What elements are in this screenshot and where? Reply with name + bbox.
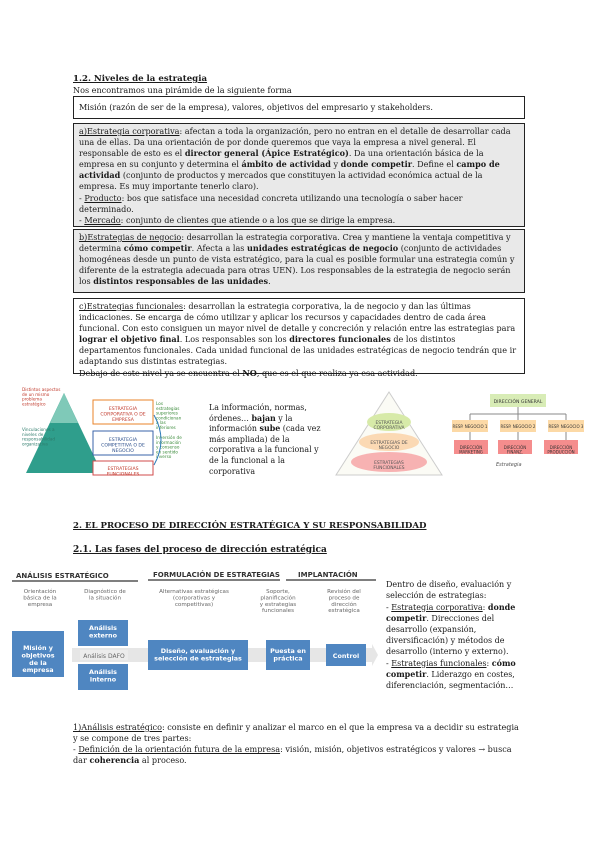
header-formulation: FORMULACIÓN DE ESTRATEGIAS <box>153 571 280 579</box>
tri-label-2: ESTRATEGIAS DE NEGOCIO <box>370 441 408 451</box>
business-t1: : desarrollan la estrategia corporativa. Crea y mantiene la ventaja competitiva y determina <box>79 232 511 254</box>
org-chart-figure <box>448 392 588 478</box>
info-t3: (cada vez más ampliada) de la corporativa a la funcional y de la funcional a la corporativa <box>209 424 321 476</box>
bottom-label: 1)Análisis estratégico <box>73 722 162 732</box>
info-flow-text <box>209 403 324 477</box>
info-t2: y la información <box>209 413 293 434</box>
note-left-2: Vinculaciones a niveles de responsabilidad organizativa <box>22 427 56 447</box>
org-bottom-label-2: DIRECCIÓN FINANZ. <box>503 445 527 455</box>
pyramid-top <box>50 393 78 423</box>
corporate-b4: campo de actividad <box>79 159 500 181</box>
corporate-t5: (conjunto de productos y mercados que constituyen la actividad económica actual de la empresa. Es muy importante tenerlo claro). <box>79 170 483 192</box>
tri-label-3: ESTRATEGIAS FUNCIONALES <box>373 461 405 471</box>
triangle-figure <box>334 390 444 480</box>
corporate-t2: . Da una orientación básica de la empresa en su conjunto y determina el <box>79 148 484 170</box>
corporate-t4: . Define el <box>412 159 457 170</box>
corporate-b2: ámbito de actividad <box>241 159 331 170</box>
info-b2: sube <box>259 424 281 434</box>
box-label-dafo: Análisis DAFO <box>83 653 125 660</box>
box-label-internal: Análisis interno <box>89 668 117 684</box>
box-label-control: Control <box>332 652 360 660</box>
corporate-b3: donde competir <box>340 159 413 170</box>
col-label-5: Revisión del proceso de dirección estratégica <box>327 589 361 615</box>
side-l2b: cómo competir <box>386 657 516 680</box>
functional-label: c)Estrategias funcionales <box>79 301 184 311</box>
section2-title: 2. EL PROCESO DE DIRECCIÓN ESTRATÉGICA Y SU RESPONSABILIDAD <box>73 521 427 531</box>
side-l2: Estrategias funcionales <box>391 658 487 668</box>
side-t3: . Liderazgo en costes, diferenciación, segmentación… <box>386 670 515 691</box>
corporate-t3: y <box>330 159 341 170</box>
box-label-practice: Puesta en práctica <box>270 647 306 663</box>
side-t1: Dentro de diseño, evaluación y selección de estrategias: <box>386 580 512 600</box>
org-top-label: DIRECCIÓN GENERAL <box>493 400 543 405</box>
producto-label: Producto <box>84 192 122 203</box>
mercado-label: Mercado <box>84 214 121 225</box>
bottom-d-end: al proceso. <box>139 755 187 766</box>
functional-t1: : desarrollan la estrategia corporativa, la de negocio y dan las últimas indicaciones. Se encarga de cómo utilizar y aplicar los recursos y capacidades dentro de cada área funcional. Con esto consiguen un mayor nivel de detalle y concreción y relación entre las estrategias para <box>79 301 516 334</box>
svg-text:ESTRATEGIACOMPETITIVA O DENEGO: ESTRATEGIA COMPETITIVA O DE NEGOCIO <box>101 438 145 454</box>
org-bottom-label-1: DIRECCIÓN MARKETING <box>459 445 483 455</box>
side-notes: Dentro de diseño, evaluación y selección de estrategias: - Estrategia corporativa: donde competir. Direcciones del desarrollo (expansión, diversificación) y métodos de desarrollo (interno y externo). - Estrategias funcionales: cómo competir. Liderazgo en costes, diferenciación, segmentación… <box>386 580 516 691</box>
header-implementation: IMPLANTACIÓN <box>298 571 358 579</box>
note-right-2: Inversión de información y consenso en sentido inverso <box>156 435 182 460</box>
business-b3: distintos responsables de las unidades <box>93 276 269 287</box>
note-right-1: Los estrategias superiores condicionan a las inferiores <box>156 401 182 430</box>
business-b1: cómo competir <box>123 243 192 254</box>
col-label-4: Soporte, planificación y estrategias funcionales <box>259 589 297 615</box>
level-mission-box <box>73 96 525 119</box>
corporate-t1: : afectan a toda la organización, pero no entran en el detalle de desarrollar cada una de ellas. Da una orientación de por donde queremos que vaya la empresa a nivel general. El responsable de esto es el <box>79 126 511 159</box>
section2-subtitle: 2.1. Las fases del proceso de dirección estratégica <box>73 545 327 555</box>
mercado-text: : conjunto de clientes que atiende o a los que se dirige la empresa. <box>120 214 396 225</box>
info-b1: bajan <box>251 413 276 423</box>
svg-text:ESTRATEGIACORPORATIVA O DEEMPR: ESTRATEGIA CORPORATIVA O DE EMPRESA <box>100 407 146 423</box>
side-t2: . Direcciones del desarrollo (expansión, diversificación) y métodos de desarrollo (interno y externo). <box>386 614 509 656</box>
org-mid-label-1: RESP. NEGOCIO 1 <box>452 424 488 429</box>
process-diagram <box>10 568 380 698</box>
org-mid-label-2: RESP. NEGOCIO 2 <box>500 424 536 429</box>
section-title: 1.2. Niveles de la estrategia <box>73 74 208 84</box>
col-label-1: Orientación básica de la empresa <box>23 589 57 608</box>
producto-text: : bos que satisface una necesidad concreta utilizando una tecnología o saber hacer determinado. <box>79 192 463 214</box>
pyramid-figure-left <box>20 385 205 477</box>
corporate-text: a)Estrategia corporativa: afectan a toda la organización, pero no entran en el detalle de desarrollar cada una de ellas. Da una orientación de por donde queremos que vaya la empresa a nivel general. El responsable de esto es el director general (Ápice Estratégico). Da una orientación básica de la empresa en su conjunto y determina el ámbito de actividad y donde competir. Define el campo de actividad (conjunto de productos y mercados que constituyen la actividad económica actual de la empresa. Es muy importante tenerlo claro). - Producto: bos que satisface una necesidad concreta utilizando una tecnología o saber hacer determinado. - Mercado: conjunto de clientes que atiende o a los que se dirige la empresa. <box>79 126 511 225</box>
level-corporate-box <box>73 123 525 227</box>
bottom-d-bold: coherencia <box>89 755 140 766</box>
tri-label-1: ESTRATEGIA CORPORATIVA <box>373 421 405 431</box>
box-label-design: Diseño, evaluación y selección de estrategias <box>154 647 242 663</box>
business-label: b)Estrategias de negocio <box>79 232 182 242</box>
business-t2: . Afecta a las <box>191 243 248 254</box>
level-functional-box <box>73 298 525 378</box>
org-bottom-label-3: DIRECCIÓN PRODUCCIÓN <box>547 445 575 455</box>
business-t3: (conjunto de actividades homogéneas desde un punto de vista estratégico, para la cual es posible formular una estrategia común y diferente de la estrategia adecuada para otras UEN). Los responsables de la estrategia de negocio serán los <box>79 243 515 287</box>
level-business-box <box>73 229 525 293</box>
info-t1: La información, normas, órdenes… <box>209 403 307 423</box>
col-label-2: Diagnóstico de la situación <box>84 589 126 602</box>
side-l1b: donde competir <box>386 601 516 624</box>
business-text <box>74 230 524 289</box>
bottom-paragraph: 1)Análisis estratégico: consiste en definir y analizar el marco en el que la empresa va a decidir su estrategia y se compone de tres partes: - Definición de la orientación futura de la empresa: visión, misión, objetivos estratégicos y valores → busca dar coherencia al proceso. <box>73 722 519 766</box>
functional-t3: de los distintos departamentos funcionales. Cada unidad funcional de las unidades estratégicas de negocio tendrán que ir adaptando sus distintas estrategias. <box>79 334 517 367</box>
functional-t4: Debajo de este nivel ya se encuentra el <box>79 367 243 378</box>
functional-b1: lograr el objetivo final <box>79 334 180 345</box>
corporate-label: a)Estrategia corporativa <box>79 126 180 136</box>
bottom-d-label: Definición de la orientación futura de la empresa <box>78 744 281 755</box>
org-signature: Estrategia <box>496 462 522 468</box>
box-label-external: Análisis externo <box>89 624 117 640</box>
functional-t5: , que es el que realiza ya esa actividad. <box>256 367 418 378</box>
functional-text <box>74 299 524 381</box>
note-left-1: Distintos aspectos de un mismo problema estratégico <box>22 387 61 407</box>
corporate-b1: director general (Ápice Estratégico) <box>184 148 349 159</box>
functional-t2: . Los responsables son los <box>179 334 290 345</box>
bottom-d-text: : visión, misión, objetivos estratégicos y valores → busca dar <box>73 744 512 766</box>
svg-text:ESTRATEGIASFUNCIONALES: ESTRATEGIAS FUNCIONALES <box>106 467 140 477</box>
bottom-t1: : consiste en definir y analizar el marco en el que la empresa va a decidir su estrategia y se compone de tres partes: <box>73 722 519 744</box>
business-t4: . <box>268 276 271 287</box>
org-mid-label-3: RESP. NEGOCIO 3 <box>548 424 584 429</box>
functional-b2: directores funcionales <box>289 334 391 345</box>
col-label-3: Alternativas estratégicas (corporativas y competitivas) <box>159 589 229 608</box>
side-l1: Estrategia corporativa <box>391 602 483 612</box>
header-analysis: ANÁLISIS ESTRATÉGICO <box>16 572 109 580</box>
business-b2: unidades estratégicas de negocio <box>247 243 399 254</box>
mission-text: Misión (razón de ser de la empresa), valores, objetivos del empresario y stakeholders. <box>79 102 433 112</box>
section-intro: Nos encontramos una pirámide de la siguiente forma <box>73 85 292 95</box>
functional-b3: NO <box>242 367 257 378</box>
box-label-mission: Misión y objetivos de la empresa <box>21 644 55 675</box>
